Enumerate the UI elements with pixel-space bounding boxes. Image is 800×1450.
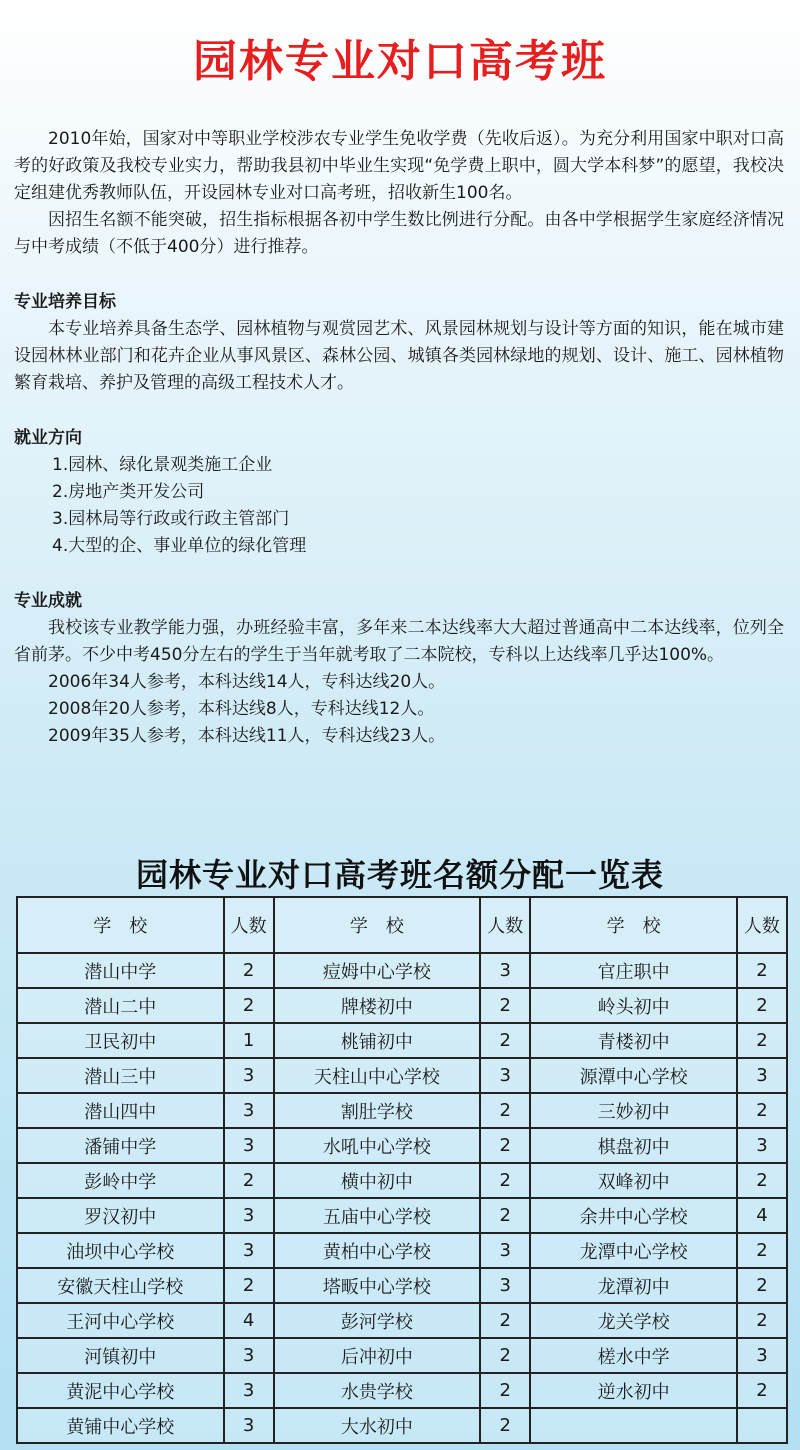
school-name-cell: 潜山二中 (17, 988, 224, 1023)
quota-count-cell: 3 (737, 1058, 787, 1093)
quota-count-cell: 2 (737, 1023, 787, 1058)
list-item: 4.大型的企、事业单位的绿化管理 (52, 536, 307, 556)
quota-count-cell: 2 (480, 1128, 530, 1163)
school-name-cell: 天柱山中心学校 (274, 1058, 481, 1093)
school-name-cell: 岭头初中 (530, 988, 737, 1023)
quota-count-cell: 2 (737, 988, 787, 1023)
quota-count-cell: 2 (480, 1163, 530, 1198)
quota-count-cell: 3 (224, 1128, 274, 1163)
column-header-school: 学 校 (17, 897, 224, 953)
school-name-cell: 余井中心学校 (530, 1198, 737, 1233)
achievement-record: 2006年34人参考，本科达线14人，专科达线20人。 (48, 672, 446, 692)
quota-count-cell: 2 (224, 1163, 274, 1198)
school-name-cell: 水吼中心学校 (274, 1128, 481, 1163)
table-row (17, 1023, 787, 1058)
quota-count-cell: 2 (737, 1268, 787, 1303)
section-heading-goal: 专业培养目标 (14, 292, 116, 312)
table-row (17, 1268, 787, 1303)
quota-count-cell: 3 (224, 1198, 274, 1233)
quota-count-cell: 2 (480, 1198, 530, 1233)
school-name-cell: 彭河学校 (274, 1303, 481, 1338)
school-name-cell: 龙关学校 (530, 1303, 737, 1338)
table-row (17, 1093, 787, 1128)
quota-count-cell: 2 (737, 1373, 787, 1408)
list-item: 2.房地产类开发公司 (52, 482, 205, 502)
quota-count-cell: 3 (224, 1408, 274, 1443)
school-name-cell: 青楼初中 (530, 1023, 737, 1058)
school-name-cell: 源潭中心学校 (530, 1058, 737, 1093)
table-row (17, 1128, 787, 1163)
quota-count-cell: 2 (224, 988, 274, 1023)
school-name-cell: 横中初中 (274, 1163, 481, 1198)
achievement-record: 2009年35人参考，本科达线11人，专科达线23人。 (48, 726, 446, 746)
quota-count-cell: 3 (224, 1058, 274, 1093)
intro-paragraph: 2010年始，国家对中等职业学校涉农专业学生免收学费（先收后返）。为充分利用国家中职对口高考的好政策及我校专业实力，帮助我县初中毕业生实现“免学费上职中，圆大学本科梦”的愿望，我校决定组建优秀教师队伍，开设园林专业对口高考班，招收新生100名。 (14, 129, 784, 203)
school-name-cell: 黄铺中心学校 (17, 1408, 224, 1443)
quota-count-cell: 2 (737, 953, 787, 988)
school-name-cell: 大水初中 (274, 1408, 481, 1443)
quota-count-cell: 2 (224, 953, 274, 988)
quota-count-cell: 4 (224, 1303, 274, 1338)
goal-paragraph: 本专业培养具备生态学、园林植物与观赏园艺术、风景园林规划与设计等方面的知识，能在城市建设园林林业部门和花卉企业从事风景区、森林公园、城镇各类园林绿地的规划、设计、施工、园林植物繁育栽培、养护及管理的高级工程技术人才。 (14, 319, 784, 393)
quota-count-cell: 2 (480, 988, 530, 1023)
school-name-cell: 龙潭初中 (530, 1268, 737, 1303)
school-name-cell: 桃铺初中 (274, 1023, 481, 1058)
school-name-cell: 三妙初中 (530, 1093, 737, 1128)
table-row (17, 1338, 787, 1373)
intro-paragraph: 因招生名额不能突破，招生指标根据各初中学生数比例进行分配。由各中学根据学生家庭经济情况与中考成绩（不低于400分）进行推荐。 (14, 210, 784, 257)
school-name-cell: 逆水初中 (530, 1373, 737, 1408)
achievement-record: 2008年20人参考，本科达线8人，专科达线12人。 (48, 699, 435, 719)
quota-count-cell: 2 (224, 1268, 274, 1303)
school-name-cell: 割肚学校 (274, 1093, 481, 1128)
table-row (17, 1058, 787, 1093)
school-name-cell: 潜山四中 (17, 1093, 224, 1128)
column-header-school: 学 校 (274, 897, 481, 953)
list-item: 1.园林、绿化景观类施工企业 (52, 455, 273, 475)
school-name-cell: 河镇初中 (17, 1338, 224, 1373)
school-name-cell: 卫民初中 (17, 1023, 224, 1058)
quota-count-cell: 2 (737, 1163, 787, 1198)
school-name-cell: 痘姆中心学校 (274, 953, 481, 988)
quota-count-cell: 2 (737, 1093, 787, 1128)
school-name-cell: 黄柏中心学校 (274, 1233, 481, 1268)
school-name-cell: 后冲初中 (274, 1338, 481, 1373)
quota-count-cell: 2 (737, 1233, 787, 1268)
table-title: 园林专业对口高考班名额分配一览表 (135, 856, 664, 894)
quota-table (16, 896, 788, 1444)
school-name-cell (530, 1408, 737, 1443)
quota-count-cell: 3 (224, 1093, 274, 1128)
school-name-cell: 潘铺中学 (17, 1128, 224, 1163)
table-row (17, 953, 787, 988)
quota-count-cell: 4 (737, 1198, 787, 1233)
quota-count-cell: 2 (480, 1303, 530, 1338)
school-name-cell: 五庙中心学校 (274, 1198, 481, 1233)
table-row (17, 1198, 787, 1233)
school-name-cell: 棋盘初中 (530, 1128, 737, 1163)
school-name-cell: 油坝中心学校 (17, 1233, 224, 1268)
article-body (14, 126, 784, 750)
table-header-row (17, 897, 787, 953)
page-title: 园林专业对口高考班 (193, 36, 607, 87)
column-header-count: 人数 (480, 897, 530, 953)
school-name-cell: 安徽天柱山学校 (17, 1268, 224, 1303)
quota-count-cell: 1 (224, 1023, 274, 1058)
school-name-cell: 潜山三中 (17, 1058, 224, 1093)
table-row (17, 1233, 787, 1268)
school-name-cell: 罗汉初中 (17, 1198, 224, 1233)
quota-count-cell: 3 (737, 1338, 787, 1373)
school-name-cell: 官庄职中 (530, 953, 737, 988)
quota-count-cell: 2 (737, 1303, 787, 1338)
table-body (17, 953, 787, 1443)
table-row (17, 1163, 787, 1198)
school-name-cell: 王河中心学校 (17, 1303, 224, 1338)
quota-count-cell: 3 (480, 1233, 530, 1268)
school-name-cell: 潜山中学 (17, 953, 224, 988)
school-name-cell: 黄泥中心学校 (17, 1373, 224, 1408)
quota-count-cell (737, 1408, 787, 1443)
school-name-cell: 牌楼初中 (274, 988, 481, 1023)
school-name-cell: 双峰初中 (530, 1163, 737, 1198)
table-row (17, 1303, 787, 1338)
table-row (17, 1408, 787, 1443)
school-name-cell: 槎水中学 (530, 1338, 737, 1373)
school-name-cell: 彭岭中学 (17, 1163, 224, 1198)
quota-count-cell: 3 (480, 1268, 530, 1303)
quota-count-cell: 3 (224, 1373, 274, 1408)
column-header-school: 学 校 (530, 897, 737, 953)
school-name-cell: 水贵学校 (274, 1373, 481, 1408)
section-heading-employment: 就业方向 (14, 428, 82, 448)
quota-count-cell: 3 (480, 1058, 530, 1093)
table-row (17, 988, 787, 1023)
section-heading-achievement: 专业成就 (14, 591, 82, 611)
quota-count-cell: 2 (480, 1338, 530, 1373)
table-row (17, 1373, 787, 1408)
school-name-cell: 塔畈中心学校 (274, 1268, 481, 1303)
quota-count-cell: 2 (480, 1023, 530, 1058)
column-header-count: 人数 (737, 897, 787, 953)
column-header-count: 人数 (224, 897, 274, 953)
quota-count-cell: 3 (737, 1128, 787, 1163)
quota-count-cell: 2 (480, 1373, 530, 1408)
quota-count-cell: 2 (480, 1408, 530, 1443)
school-name-cell: 龙潭中心学校 (530, 1233, 737, 1268)
list-item: 3.园林局等行政或行政主管部门 (52, 509, 290, 529)
quota-count-cell: 3 (480, 953, 530, 988)
employment-list (14, 452, 784, 560)
achievement-paragraph: 我校该专业教学能力强，办班经验丰富，多年来二本达线率大大超过普通高中二本达线率，位列全省前茅。不少中考450分左右的学生于当年就考取了二本院校，专科以上达线率几乎达100%。 (14, 618, 784, 665)
quota-count-cell: 3 (224, 1233, 274, 1268)
quota-count-cell: 3 (224, 1338, 274, 1373)
quota-count-cell: 2 (480, 1093, 530, 1128)
